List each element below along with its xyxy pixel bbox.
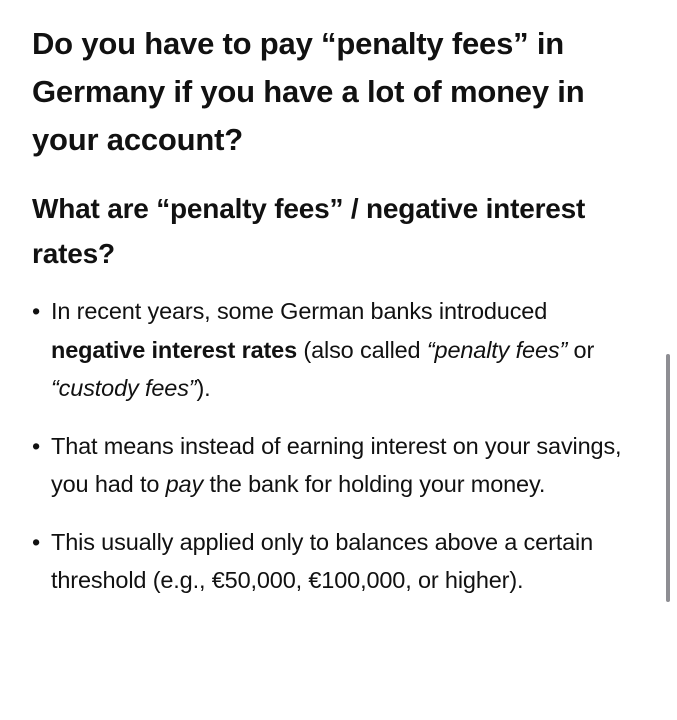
bullet-text: ). bbox=[196, 375, 211, 401]
list-item bbox=[32, 427, 644, 504]
list-item bbox=[32, 523, 644, 600]
article bbox=[32, 20, 644, 619]
italic-term: pay bbox=[165, 471, 204, 497]
bullet-text: This usually applied only to balances above a certain threshold (e.g., €50,000, €100,000, or higher). bbox=[51, 528, 594, 593]
bullet-dot: • bbox=[32, 432, 41, 459]
italic-term: “penalty fees” bbox=[426, 336, 568, 363]
page-title: Do you have to pay “penalty fees” in Germany if you have a lot of money in your account? bbox=[32, 26, 585, 157]
section-heading: What are “penalty fees” / negative interest rates? bbox=[32, 193, 586, 269]
bullet-text: (also called bbox=[297, 336, 427, 363]
bold-term: negative interest rates bbox=[51, 336, 298, 363]
bullet-text: the bank for holding your money. bbox=[203, 471, 546, 497]
bullet-text: That means instead of earning interest on your savings, you had to bbox=[51, 432, 622, 497]
bullet-text: or bbox=[567, 336, 595, 363]
bullet-list bbox=[32, 292, 644, 600]
italic-term: “custody fees” bbox=[51, 375, 197, 401]
list-item bbox=[32, 292, 644, 408]
scrollbar[interactable] bbox=[666, 354, 670, 602]
bullet-dot: • bbox=[32, 528, 41, 555]
bullet-text: In recent years, some German banks introduced bbox=[51, 298, 548, 324]
bullet-dot: • bbox=[32, 298, 41, 324]
